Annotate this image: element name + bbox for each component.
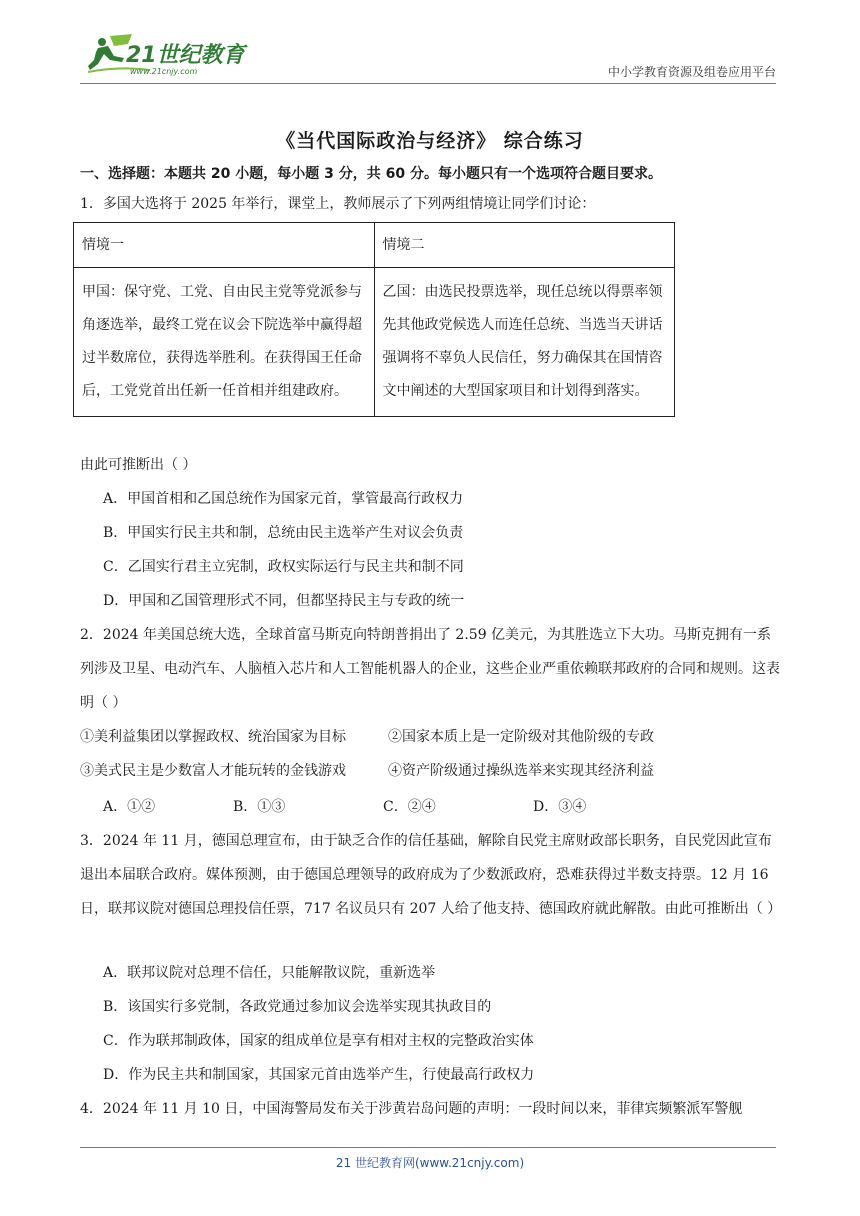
table-header-situation-2: 情境二	[374, 223, 675, 268]
page-title: 《当代国际政治与经济》 综合练习	[276, 130, 584, 152]
table-header-situation-1: 情境一	[74, 223, 375, 268]
q1-option-d[interactable]: D．甲国和乙国管理形式不同，但都坚持民主与专政的统一	[103, 593, 465, 609]
q2-option-a[interactable]: A．①②	[103, 799, 156, 815]
section-heading: 一、选择题：本题共 20 小题，每小题 3 分，共 60 分。每小题只有一个选项符合题目要求。	[80, 166, 662, 182]
q2-statement-4: ④资产阶级通过操纵选举来实现其经济利益	[388, 763, 654, 779]
q2-option-d[interactable]: D．③④	[533, 799, 587, 815]
q1-option-b[interactable]: B．甲国实行民主共和制，总统由民主选举产生对议会负责	[103, 525, 464, 541]
q2-statement-3: ③美式民主是少数富人才能玩转的金钱游戏	[80, 763, 346, 779]
logo-text: 21世纪教育	[126, 43, 245, 68]
q2-options	[103, 790, 703, 824]
logo	[80, 30, 250, 78]
q1-ask: 由此可推断出（ ）	[80, 457, 197, 473]
table-cell-situation-1: 甲国：保守党、工党、自由民主党等党派参与角逐选举，最终工党在议会下院选举中赢得超过半数席位，获得选举胜利。在获得国王任命后，工党党首出任新一任首相并组建政府。	[74, 268, 375, 417]
q3-option-b[interactable]: B．该国实行多党制，各政党通过参加议会选举实现其执政目的	[103, 999, 492, 1015]
logo-url: www.21cnjy.com	[130, 67, 198, 76]
footer-text: 21 世纪教育网(www.21cnjy.com)	[335, 1156, 525, 1170]
q2-statement-1: ①美利益集团以掌握政权、统治国家为目标	[80, 729, 346, 745]
q2-stem: 2．2024 年美国总统大选，全球首富马斯克向特朗普捐出了 2.59 亿美元，为其胜选立下大功。马斯克拥有一系列涉及卫星、电动汽车、人脑植入芯片和人工智能机器人的企业，这些企业严重依赖联邦政府的合同和规则。这表明（ ）	[80, 627, 780, 711]
header-divider	[80, 83, 776, 84]
q3-option-a[interactable]: A．联邦议院对总理不信任，只能解散议院，重新选举	[103, 965, 436, 981]
q1-option-c[interactable]: C．乙国实行君主立宪制，政权实际运行与民主共和制不同	[103, 559, 464, 575]
q1-option-a[interactable]: A．甲国首相和乙国总统作为国家元首，掌管最高行政权力	[103, 491, 464, 507]
page-header	[80, 30, 776, 86]
q3-option-d[interactable]: D．作为民主共和制国家，其国家元首由选举产生，行使最高行政权力	[103, 1067, 535, 1083]
footer-divider	[80, 1147, 776, 1148]
q1-stem: 1．多国大选将于 2025 年举行，课堂上，教师展示了下列两组情境让同学们讨论：	[80, 196, 596, 212]
table-cell-situation-2: 乙国：由选民投票选举，现任总统以得票率领先其他政党候选人而连任总统、当选当天讲话强调将不辜负人民信任，努力确保其在国情咨文中阐述的大型国家项目和计划得到落实。	[374, 268, 675, 417]
q4-stem: 4．2024 年 11 月 10 日，中国海警局发布关于涉黄岩岛问题的声明：一段时间以来，菲律宾频繁派军警舰	[80, 1101, 743, 1117]
header-platform-text: 中小学教育资源及组卷应用平台	[607, 65, 776, 79]
q3-option-c[interactable]: C．作为联邦制政体，国家的组成单位是享有相对主权的完整政治实体	[103, 1033, 534, 1049]
q2-option-c[interactable]: C．②④	[383, 799, 436, 815]
q2-statement-2: ②国家本质上是一定阶级对其他阶级的专政	[388, 729, 654, 745]
q3-stem: 3．2024 年 11 月，德国总理宣布，由于缺乏合作的信任基础，解除自民党主席财政部长职务，自民党因此宣布退出本届联合政府。媒体预测，由于德国总理领导的政府成为了少数派政府，恐难获得过半数支持票。12 月 16 日，联邦议院对德国总理投信任票，717 名议员只有 207 人给了他支持、德国政府就此解散。由此可推断出（ ）	[80, 833, 782, 917]
q1-context-table	[73, 222, 675, 417]
q2-option-b[interactable]: B．①③	[233, 799, 286, 815]
